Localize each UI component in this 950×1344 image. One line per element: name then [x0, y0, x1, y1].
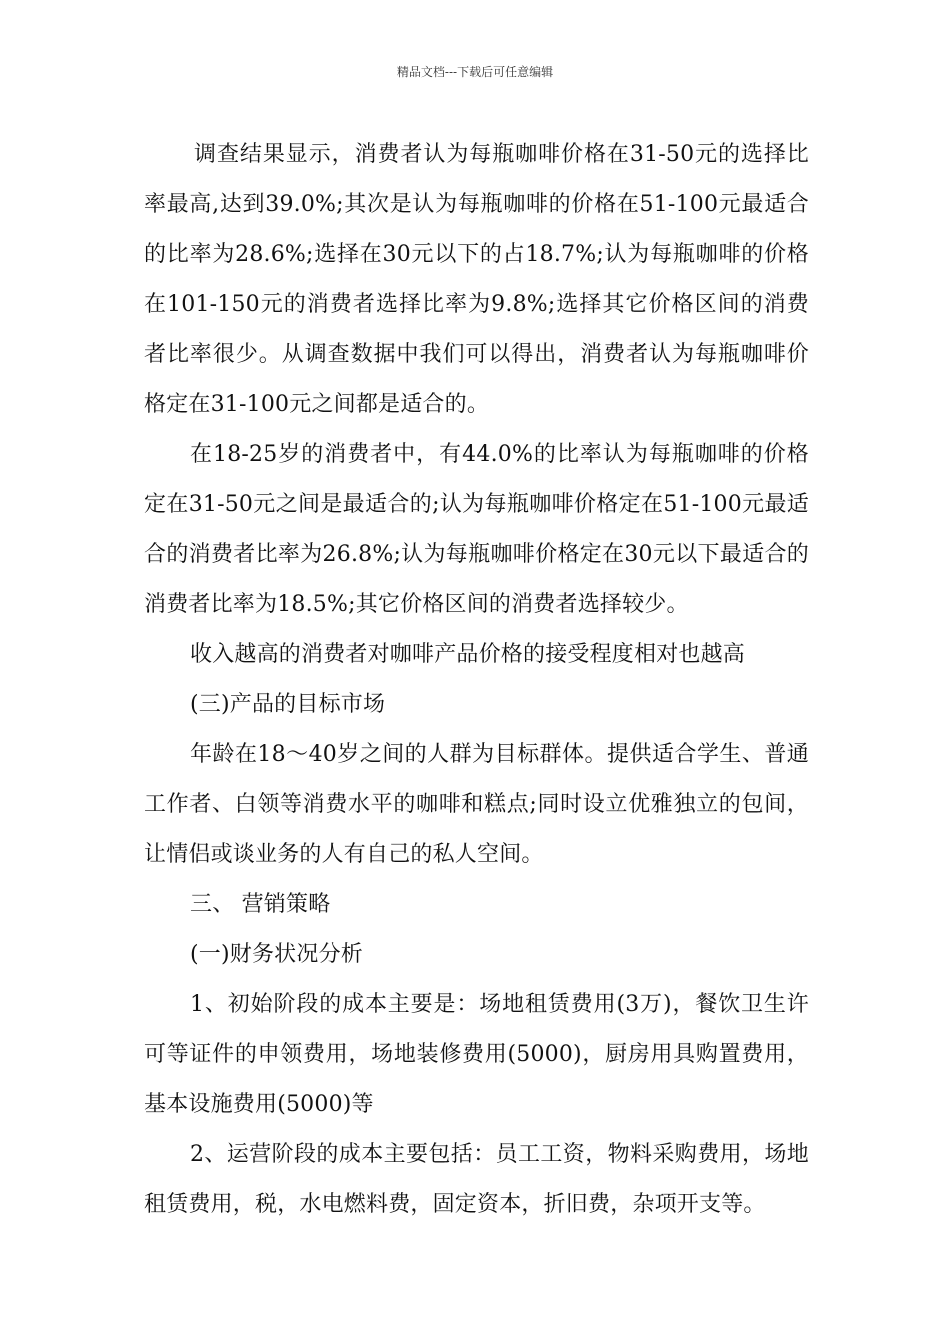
paragraph-operating-costs: 2、运营阶段的成本主要包括：员工工资，物料采购费用，场地租赁费用，税，水电燃料费，固定资本，折旧费，杂项开支等。: [144, 1142, 809, 1217]
paragraph-target-group: 年龄在18～40岁之间的人群为目标群体。提供适合学生、普通工作者、白领等消费水平的咖啡和糕点;同时设立优雅独立的包间，让情侣或谈业务的人有自己的私人空间。: [144, 742, 809, 867]
heading-financial-analysis: (一)财务状况分析: [190, 942, 363, 967]
heading-marketing-strategy: 三、 营销策略: [190, 892, 331, 917]
document-body: [144, 130, 809, 1230]
paragraph-initial-costs: 1、初始阶段的成本主要是：场地租赁费用(3万)，餐饮卫生许可等证件的申领费用，场地装修费用(5000)，厨房用具购置费用，基本设施费用(5000)等: [144, 992, 809, 1117]
paragraph-price-survey: 调查结果显示，消费者认为每瓶咖啡价格在31-50元的选择比率最高,达到39.0%;其次是认为每瓶咖啡的价格在51-100元最适合的比率为28.6%;选择在30元以下的占18.7%;认为每瓶咖啡的价格在101-150元的消费者选择比率为9.8%;选择其它价格区间的消费者比率很少。从调查数据中我们可以得出，消费者认为每瓶咖啡价格定在31-100元之间都是适合的。: [144, 142, 809, 417]
heading-target-market: (三)产品的目标市场: [190, 692, 386, 717]
paragraph-age-18-25: 在18-25岁的消费者中，有44.0%的比率认为每瓶咖啡的价格定在31-50元之间是最适合的;认为每瓶咖啡价格定在51-100元最适合的消费者比率为26.8%;认为每瓶咖啡价格定在30元以下最适合的消费者比率为18.5%;其它价格区间的消费者选择较少。: [144, 442, 809, 617]
paragraph-income: 收入越高的消费者对咖啡产品价格的接受程度相对也越高: [190, 642, 746, 667]
page-header: 精品文档---下载后可任意编辑: [396, 65, 554, 79]
